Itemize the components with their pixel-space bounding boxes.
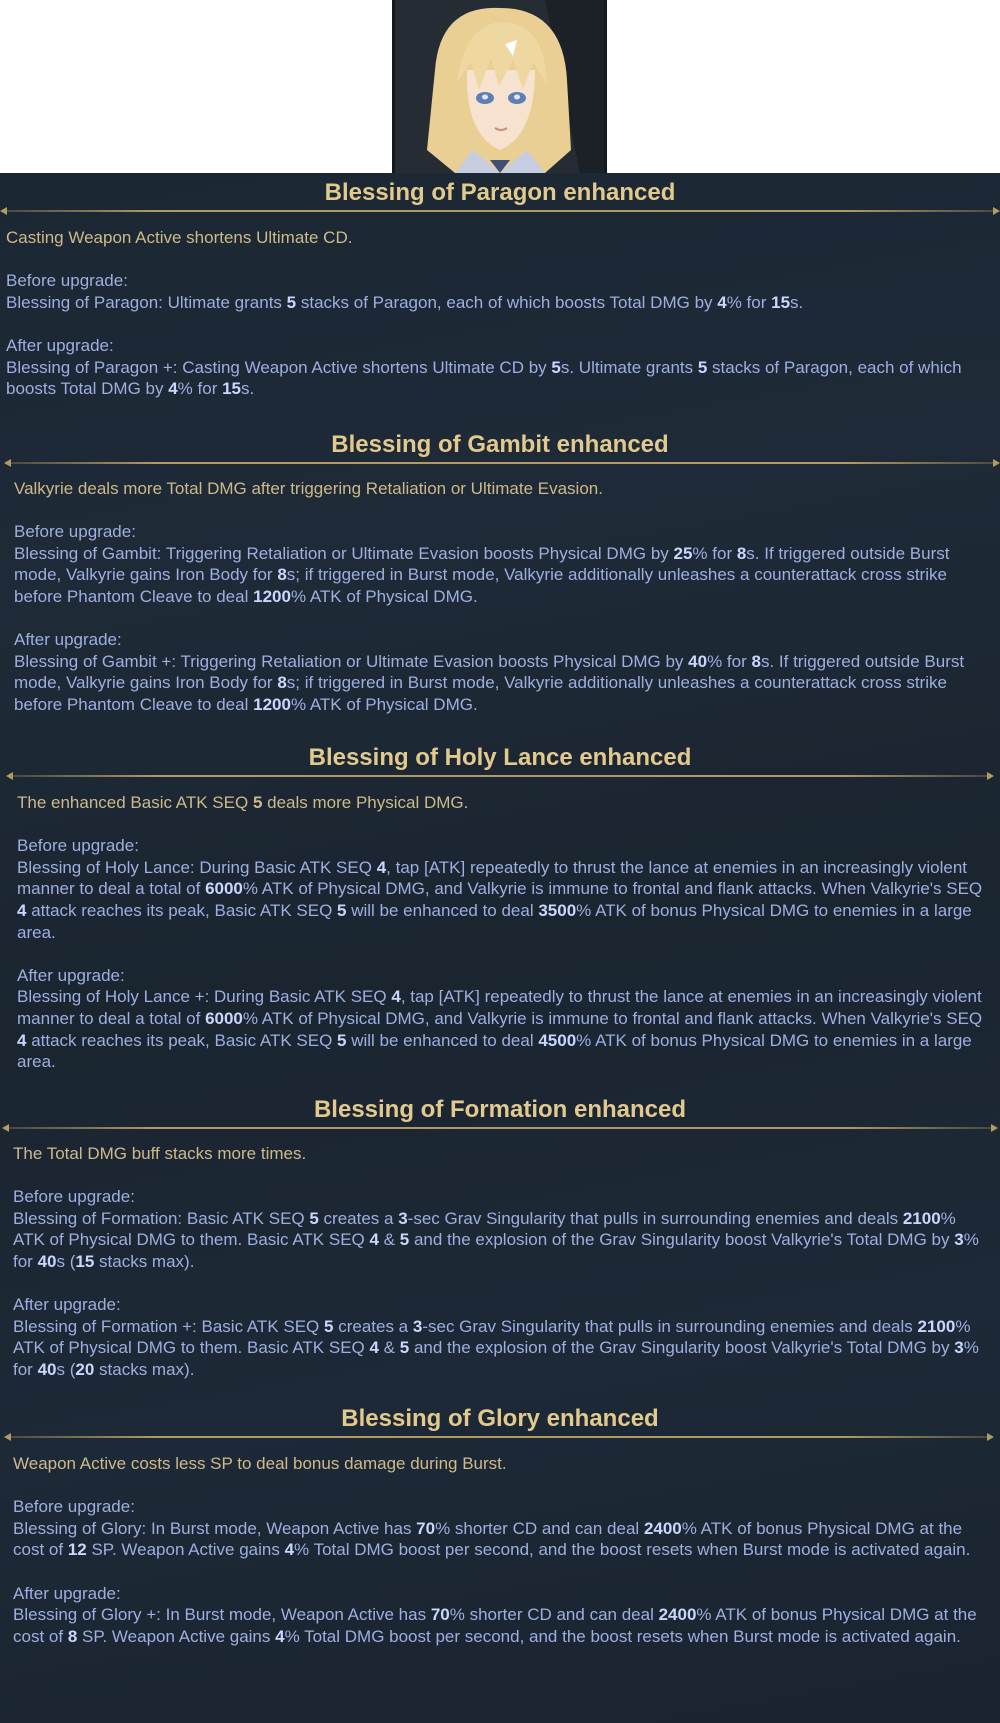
section-summary: Valkyrie deals more Total DMG after triggering Retaliation or Ultimate Evasion. xyxy=(14,479,603,498)
section-title: Blessing of Gambit enhanced xyxy=(331,431,669,458)
before-description: Blessing of Paragon: Ultimate grants 5 stacks of Paragon, each of which boosts Total DMG by 4% for 15s. xyxy=(6,292,804,312)
after-label: After upgrade: xyxy=(17,965,125,985)
section-formation xyxy=(0,1090,1000,1381)
section-summary: Casting Weapon Active shortens Ultimate CD. xyxy=(6,228,353,247)
before-label: Before upgrade: xyxy=(14,522,136,542)
section-title: Blessing of Paragon enhanced xyxy=(324,179,676,206)
section-title: Blessing of Formation enhanced xyxy=(313,1096,687,1123)
section-holy-lance xyxy=(0,738,1000,1073)
after-label: After upgrade: xyxy=(6,335,114,355)
section-glory xyxy=(0,1399,1000,1647)
title-divider xyxy=(8,1127,992,1129)
after-label: After upgrade: xyxy=(13,1583,121,1603)
section-summary: The Total DMG buff stacks more times. xyxy=(13,1144,307,1163)
character-avatar-art xyxy=(395,0,604,173)
character-portrait xyxy=(392,0,607,173)
before-description: Blessing of Formation: Basic ATK SEQ 5 creates a 3-sec Grav Singularity that pulls in surrounding enemies and deals 2100% ATK of Physical DMG to them. Basic ATK SEQ 4 & 5 and the explosion of the Grav Singularity boost Valkyrie's Total DMG by 3% for 40s (15 stacks max). xyxy=(13,1208,979,1271)
before-description: Blessing of Holy Lance: During Basic ATK SEQ 4, tap [ATK] repeatedly to thrust the lance at enemies in an increasingly violent manner to deal a total of 6000% ATK of Physical DMG, and Valkyrie is immune to frontal and flank attacks. When Valkyrie's SEQ 4 attack reaches its peak, Basic ATK SEQ 5 will be enhanced to deal 3500% ATK of bonus Physical DMG to enemies in a large area. xyxy=(17,857,983,942)
after-label: After upgrade: xyxy=(13,1295,121,1315)
title-divider xyxy=(6,210,994,212)
title-divider xyxy=(10,462,994,464)
after-description: Blessing of Formation +: Basic ATK SEQ 5 creates a 3-sec Grav Singularity that pulls in surrounding enemies and deals 2100% ATK of Physical DMG to them. Basic ATK SEQ 4 & 5 and the explosion of the Grav Singularity boost Valkyrie's Total DMG by 3% for 40s (20 stacks max). xyxy=(13,1316,979,1379)
blessing-details-panel xyxy=(0,173,1000,1723)
title-divider xyxy=(10,1436,988,1438)
after-description: Blessing of Glory +: In Burst mode, Weapon Active has 70% shorter CD and can deal 2400% ATK of bonus Physical DMG at the cost of 8 SP. Weapon Active gains 4% Total DMG boost per second, and the boost resets when Burst mode is activated again. xyxy=(13,1605,977,1646)
before-label: Before upgrade: xyxy=(13,1497,135,1517)
section-summary: The enhanced Basic ATK SEQ 5 deals more Physical DMG. xyxy=(17,793,469,812)
section-summary: Weapon Active costs less SP to deal bonus damage during Burst. xyxy=(13,1454,507,1473)
before-description: Blessing of Glory: In Burst mode, Weapon Active has 70% shorter CD and can deal 2400% ATK of bonus Physical DMG at the cost of 12 SP. Weapon Active gains 4% Total DMG boost per second, and the boost resets when Burst mode is activated again. xyxy=(13,1518,971,1560)
before-label: Before upgrade: xyxy=(6,271,128,291)
before-description: Blessing of Gambit: Triggering Retaliation or Ultimate Evasion boosts Physical DMG by 25% for 8s. If triggered outside Burst mode, Valkyrie gains Iron Body for 8s; if triggered in Burst mode, Valkyrie additionally unleashes a counterattack cross strike before Phantom Cleave to deal 1200% ATK of Physical DMG. xyxy=(14,543,950,606)
before-label: Before upgrade: xyxy=(17,836,139,856)
section-title: Blessing of Holy Lance enhanced xyxy=(308,744,692,771)
section-paragon xyxy=(0,173,1000,400)
section-title: Blessing of Glory enhanced xyxy=(341,1405,659,1432)
title-divider xyxy=(12,775,988,777)
before-label: Before upgrade: xyxy=(13,1187,135,1207)
after-label: After upgrade: xyxy=(14,630,122,650)
after-description: Blessing of Holy Lance +: During Basic ATK SEQ 4, tap [ATK] repeatedly to thrust the lance at enemies in an increasingly violent manner to deal a total of 6000% ATK of Physical DMG, and Valkyrie is immune to frontal and flank attacks. When Valkyrie's SEQ 4 attack reaches its peak, Basic ATK SEQ 5 will be enhanced to deal 4500% ATK of bonus Physical DMG to enemies in a large area. xyxy=(17,987,983,1072)
after-description: Blessing of Paragon +: Casting Weapon Active shortens Ultimate CD by 5s. Ultimate grants 5 stacks of Paragon, each of which boosts Total DMG by 4% for 15s. xyxy=(6,357,962,399)
section-gambit xyxy=(0,425,1000,716)
after-description: Blessing of Gambit +: Triggering Retaliation or Ultimate Evasion boosts Physical DMG by 40% for 8s. If triggered outside Burst mode, Valkyrie gains Iron Body for 8s; if triggered in Burst mode, Valkyrie additionally unleashes a counterattack cross strike before Phantom Cleave to deal 1200% ATK of Physical DMG. xyxy=(14,651,965,714)
